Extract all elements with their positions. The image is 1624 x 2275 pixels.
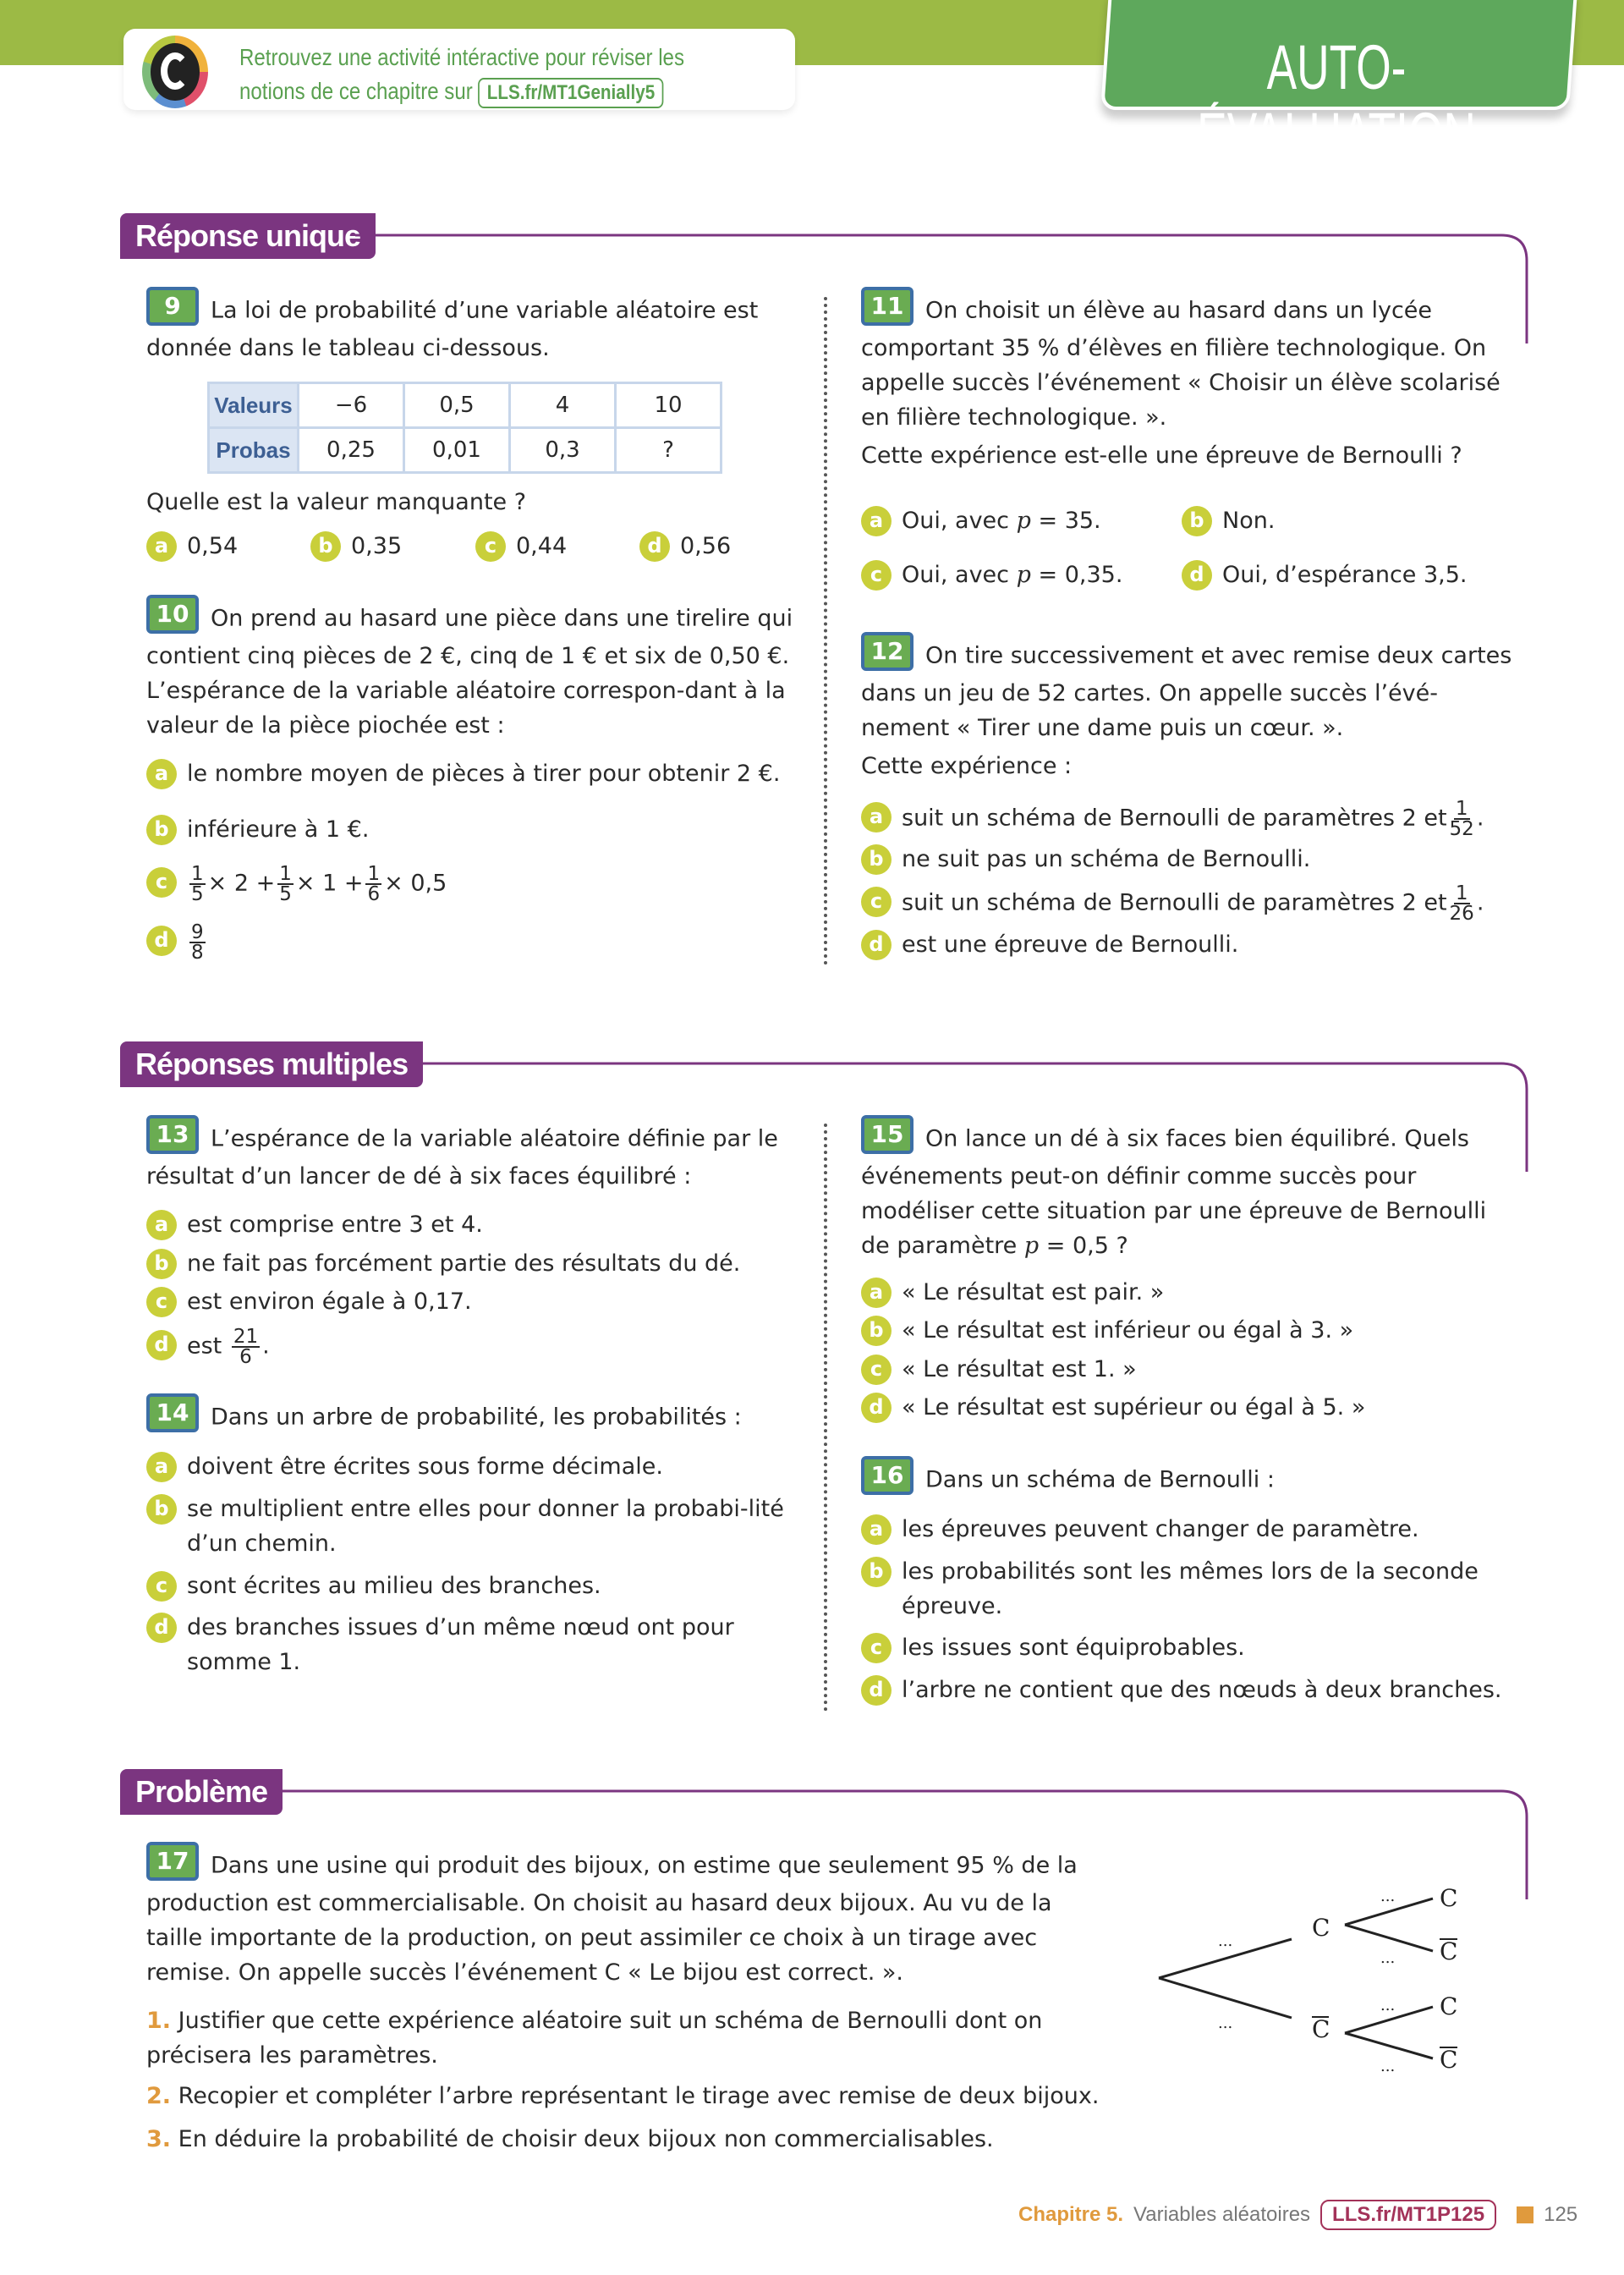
option-text: l’arbre ne contient que des nœuds à deux branches. <box>902 1677 1502 1703</box>
cell: −6 <box>299 383 404 428</box>
fraction: $\frac{1}{5}$ <box>191 863 204 905</box>
tree-branch-cbar <box>1345 2007 1433 2058</box>
option-letter-icon: c <box>146 1287 177 1317</box>
item-text: En déduire la probabilité de choisir deux bijoux non commercialisables. <box>178 2126 994 2152</box>
prob-label: ... <box>1380 1997 1396 2014</box>
option-text: « Le résultat est pair. » <box>902 1279 1165 1305</box>
option-c[interactable] <box>861 1630 1517 1665</box>
question-10 <box>146 600 798 743</box>
option-letter-icon: b <box>146 815 177 845</box>
node-cbar-cbar: C <box>1440 2046 1458 2074</box>
option-text: les épreuves peuvent changer de paramètre. <box>902 1516 1419 1542</box>
option-d[interactable] <box>1182 558 1468 592</box>
option-text: doivent être écrites sous forme décimale. <box>187 1453 663 1480</box>
question-number: 9 <box>146 287 199 326</box>
node-c-cbar: C <box>1440 1937 1458 1965</box>
question-number: 15 <box>861 1115 914 1154</box>
question-text: Dans un arbre de probabilité, les probabilités : <box>211 1404 742 1431</box>
question-17 <box>146 1847 1106 1990</box>
option-text: Non. <box>1222 508 1276 534</box>
question-number: 11 <box>861 287 914 326</box>
option-text: les probabilités sont les mêmes lors de la seconde épreuve. <box>902 1558 1479 1619</box>
question-15 <box>861 1120 1517 1263</box>
question-number: 12 <box>861 632 914 671</box>
option-letter-icon: d <box>861 1393 892 1423</box>
item-text: Recopier et compléter l’arbre représentant le tirage avec remise de deux bijoux. <box>178 2083 1100 2109</box>
option-c[interactable] <box>146 1284 472 1319</box>
option-letter-icon: a <box>146 1452 177 1482</box>
option-text: Oui, avec <box>902 508 1010 534</box>
option-a[interactable] <box>146 529 238 563</box>
prob-label: ... <box>1380 1888 1396 1905</box>
item-number: 1. <box>146 2008 172 2034</box>
question-9 <box>146 292 798 365</box>
question-text: La loi de probabilité d’une variable aléatoire est donnée dans le tableau ci-dessous. <box>146 297 759 361</box>
chapter-label: Chapitre 5. <box>1018 2203 1124 2226</box>
option-text: = 0,35. <box>1038 562 1123 588</box>
item-number: 2. <box>146 2083 172 2109</box>
option-c[interactable] <box>475 529 567 563</box>
option-b[interactable] <box>310 529 402 563</box>
option-letter-icon: d <box>146 1330 177 1360</box>
math-var: p <box>1016 562 1031 588</box>
option-c[interactable] <box>146 865 447 904</box>
option-text: suit un schéma de Bernoulli de paramètres 2 et <box>902 805 1447 832</box>
cell: 0,3 <box>510 428 616 473</box>
option-text: des branches issues d’un même nœud ont pour somme 1. <box>187 1614 734 1675</box>
prob-label: ... <box>1218 2014 1233 2032</box>
cell: 0,5 <box>404 383 510 428</box>
option-text: 0,44 <box>516 533 568 559</box>
fraction: $\frac{1}{6}$ <box>367 863 381 905</box>
page-link[interactable]: LLS.fr/MT1P125 <box>1320 2200 1496 2230</box>
option-b[interactable] <box>146 812 369 847</box>
column-divider <box>824 1124 827 1712</box>
option-letter-icon: c <box>146 867 177 898</box>
option-b[interactable] <box>861 842 1310 876</box>
option-letter-icon: c <box>146 1571 177 1602</box>
option-letter-icon: d <box>861 1675 892 1706</box>
prob-label: ... <box>1218 1932 1233 1950</box>
option-letter-icon: c <box>861 560 892 591</box>
node-c: C <box>1312 1914 1330 1942</box>
math-var: p <box>1016 508 1031 534</box>
option-letter-icon: c <box>475 531 506 562</box>
question-number: 13 <box>146 1115 199 1154</box>
option-text: 0,56 <box>680 533 732 559</box>
option-text: « Le résultat est supérieur ou égal à 5. » <box>902 1394 1366 1421</box>
section-label-multiple: Réponses multiples <box>120 1041 423 1087</box>
math-text: × 1 + <box>295 870 364 897</box>
option-letter-icon: a <box>861 802 892 833</box>
question-12 <box>861 637 1517 745</box>
option-text: se multiplient entre elles pour donner la probabi-lité d’un chemin. <box>187 1496 784 1557</box>
option-letter-icon: a <box>861 1278 892 1308</box>
probability-table <box>207 382 722 474</box>
cell: 10 <box>616 383 721 428</box>
option-letter-icon: c <box>861 887 892 917</box>
option-letter-icon: b <box>310 531 341 562</box>
option-letter-icon: d <box>1182 560 1212 591</box>
page-title: AUTO-ÉVALUATION <box>1197 32 1476 170</box>
genially-logo-icon <box>142 36 208 108</box>
option-c[interactable] <box>861 1352 1137 1387</box>
fraction: $\frac{1}{26}$ <box>1449 882 1474 925</box>
probability-tree <box>1133 1861 1506 2081</box>
prob-label: ... <box>1380 2058 1396 2075</box>
option-d[interactable] <box>861 927 1238 962</box>
option-b[interactable] <box>1182 503 1275 538</box>
item-text: Justifier que cette expérience aléatoire suit un schéma de Bernoulli dont on précisera les paramètres. <box>146 2008 1043 2069</box>
question-14 <box>146 1399 798 1437</box>
question-number: 14 <box>146 1393 199 1432</box>
option-letter-icon: a <box>861 1514 892 1545</box>
question-13 <box>146 1120 798 1194</box>
footer <box>1018 2200 1577 2230</box>
math-text: × 0,5 <box>384 870 447 897</box>
option-text: « Le résultat est inférieur ou égal à 3. » <box>902 1317 1354 1344</box>
option-b[interactable] <box>861 1313 1353 1348</box>
math-var: p <box>1023 1233 1040 1259</box>
option-text: 0,54 <box>187 533 239 559</box>
page-marker-icon <box>1517 2206 1533 2223</box>
option-text: le nombre moyen de pièces à tirer pour obtenir 2 €. <box>187 761 781 787</box>
cell: 4 <box>510 383 616 428</box>
math-text: × 2 + <box>207 870 276 897</box>
option-letter-icon: b <box>861 1557 892 1587</box>
genially-banner <box>123 29 795 110</box>
option-letter-icon: b <box>1182 506 1212 536</box>
option-b[interactable] <box>861 1554 1517 1624</box>
item-number: 3. <box>146 2126 172 2152</box>
option-a[interactable] <box>861 503 1101 538</box>
option-a[interactable]: a suit un schéma de Bernoulli de paramètres 2 et $\frac{1}{52}$ . <box>861 800 1484 838</box>
question-prompt: Cette expérience est-elle une épreuve de Bernoulli ? <box>861 442 1462 469</box>
option-letter-icon: b <box>861 1316 892 1346</box>
option-text: « Le résultat est 1. » <box>902 1356 1137 1382</box>
option-letter-icon: b <box>861 844 892 875</box>
option-a[interactable] <box>146 1449 789 1484</box>
question-11 <box>861 292 1517 435</box>
question-text: On tire successivement et avec remise deux cartes dans un jeu de 52 cartes. On appelle succès l’évé-nement « Tirer une dame puis un cœur. ». <box>861 642 1512 741</box>
option-text: ne fait pas forcément partie des résultats du dé. <box>187 1250 741 1277</box>
tree-branch-level1 <box>1159 1939 1292 2018</box>
option-text: suit un schéma de Bernoulli de paramètres 2 et <box>902 889 1447 916</box>
option-c[interactable]: c suit un schéma de Bernoulli de paramètres 2 et $\frac{1}{26}$ . <box>861 884 1484 923</box>
question-text: On lance un dé à six faces bien équilibré. Quels événements peut-on définir comme succès pour modéliser cette situation par une épreuve de Bernoulli de paramètre <box>861 1125 1487 1259</box>
option-a[interactable] <box>146 756 780 791</box>
option-letter-icon: c <box>861 1355 892 1385</box>
question-number: 10 <box>146 595 199 634</box>
option-a[interactable] <box>861 1275 1164 1310</box>
option-letter-icon: a <box>861 506 892 536</box>
question-text: Dans une usine qui produit des bijoux, on estime que seulement 95 % de la production est commercialisable. On choisit au hasard deux bijoux. Au vu de la taille importante de la production, on peut assimiler ce choix à un tirage avec remise. On appelle succès l’événement C « Le bijou est correct. ». <box>146 1852 1078 1986</box>
option-text: est comprise entre 3 et 4. <box>187 1212 483 1238</box>
fraction: $\frac{21}{6}$ <box>233 1326 259 1368</box>
option-b[interactable] <box>146 1246 740 1281</box>
cell: 0,25 <box>299 428 404 473</box>
chapter-title: Variables aléatoires <box>1133 2203 1311 2226</box>
question-text: On choisit un élève au hasard dans un lycée comportant 35 % d’élèves en filière technologique. On appelle succès l’événement « Choisir un élève scolarisé en filière technologique. ». <box>861 297 1501 431</box>
option-letter-icon: d <box>146 1613 177 1643</box>
option-a[interactable] <box>146 1207 483 1242</box>
option-text: est une épreuve de Bernoulli. <box>902 931 1239 958</box>
section-label-probleme: Problème <box>120 1769 283 1815</box>
option-d[interactable] <box>146 923 208 962</box>
option-text: 0,35 <box>351 533 403 559</box>
option-text: est environ égale à 0,17. <box>187 1289 472 1315</box>
option-d[interactable] <box>861 1673 1517 1707</box>
question-prompt: Cette expérience : <box>861 753 1073 779</box>
option-d[interactable] <box>861 1390 1365 1425</box>
fraction: $\frac{1}{5}$ <box>279 863 292 905</box>
option-text: Oui, d’espérance 3,5. <box>1222 562 1468 588</box>
option-text: les issues sont équiprobables. <box>902 1635 1245 1661</box>
option-letter-icon: a <box>146 759 177 789</box>
option-d[interactable] <box>639 529 731 563</box>
cell: ? <box>616 428 721 473</box>
option-text: inférieure à 1 €. <box>187 816 370 843</box>
problem-item-1 <box>146 2003 1106 2073</box>
page-number: 125 <box>1544 2203 1578 2226</box>
fraction: $\frac{1}{52}$ <box>1449 798 1474 840</box>
question-number: 17 <box>146 1842 199 1881</box>
option-text: = 35. <box>1038 508 1101 534</box>
row-header: Valeurs <box>209 383 299 428</box>
genially-text-1: Retrouvez une activité intéractive pour réviser les <box>239 44 684 70</box>
option-d[interactable] <box>146 1610 789 1679</box>
option-letter-icon: d <box>146 926 177 956</box>
row-header: Probas <box>209 428 299 473</box>
option-a[interactable] <box>861 1512 1517 1547</box>
option-letter-icon: a <box>146 1210 177 1240</box>
question-prompt: Quelle est la valeur manquante ? <box>146 489 527 515</box>
option-text: est <box>187 1333 222 1360</box>
fraction: $\frac{9}{8}$ <box>191 921 204 964</box>
question-number: 16 <box>861 1456 914 1495</box>
option-text: Oui, avec <box>902 562 1010 588</box>
section-label-unique: Réponse unique <box>120 213 376 259</box>
option-letter-icon: d <box>861 930 892 960</box>
column-divider <box>824 297 827 965</box>
option-b[interactable] <box>146 1492 789 1561</box>
option-c[interactable] <box>146 1569 789 1603</box>
option-letter-icon: b <box>146 1249 177 1279</box>
prob-label: ... <box>1380 1949 1396 1967</box>
option-letter-icon: d <box>639 531 670 562</box>
genially-link[interactable]: LLS.fr/MT1Genially5 <box>478 78 663 108</box>
question-text: = 0,5 ? <box>1045 1233 1128 1259</box>
option-text: sont écrites au milieu des branches. <box>187 1573 601 1599</box>
option-d[interactable]: d est $\frac{21}{6}$ . <box>146 1327 270 1366</box>
problem-item-3 <box>146 2122 1106 2157</box>
option-text: ne suit pas un schéma de Bernoulli. <box>902 846 1311 872</box>
genially-text-2: notions de ce chapitre sur <box>239 78 473 104</box>
option-letter-icon: a <box>146 531 177 562</box>
option-letter-icon: c <box>861 1633 892 1663</box>
node-cbar-c: C <box>1440 1992 1458 2020</box>
node-c-c: C <box>1440 1884 1458 1912</box>
cell: 0,01 <box>404 428 510 473</box>
question-text: L’espérance de la variable aléatoire définie par le résultat d’un lancer de dé à six faces équilibré : <box>146 1125 778 1190</box>
question-text: Dans un schéma de Bernoulli : <box>925 1466 1275 1493</box>
tree-branch-c <box>1345 1899 1433 1951</box>
question-text: On prend au hasard une pièce dans une tirelire qui contient cinq pièces de 2 €, cinq de 1 € et six de 0,50 €. L’espérance de la variable aléatoire correspon-dant à la valeur de la pièce piochée est : <box>146 605 793 739</box>
question-16 <box>861 1461 1517 1500</box>
problem-item-2 <box>146 2079 1106 2113</box>
option-letter-icon: b <box>146 1494 177 1525</box>
node-cbar: C <box>1312 2015 1330 2043</box>
option-c[interactable] <box>861 558 1122 592</box>
